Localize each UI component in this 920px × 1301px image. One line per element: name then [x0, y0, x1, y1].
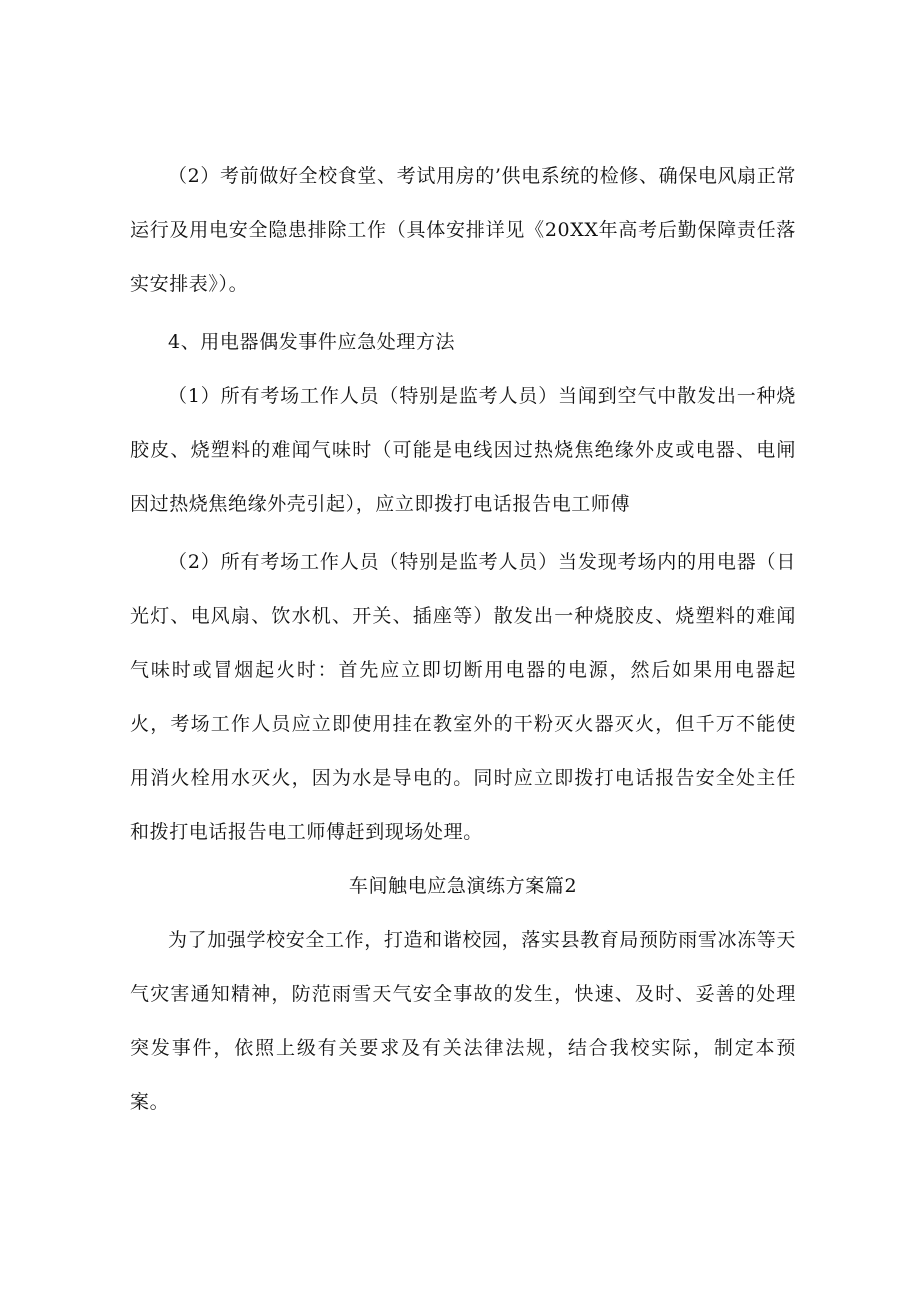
paragraph-fire-handling: （2）所有考场工作人员（特别是监考人员）当发现考场内的用电器（日光灯、电风扇、饮水机、开关、插座等）散发出一种烧胶皮、烧塑料的难闻气味时或冒烟起火时：首先应立即切断用电器的电源，然后如果用电器起火，考场工作人员应立即使用挂在教室外的干粉灭火器灭火，但千万不能使用消火栓用水灭火，因为水是导电的。同时应立即拨打电话报告安全处主任和拨打电话报告电工师傅赶到现场处理。	[130, 551, 796, 843]
section-title: 车间触电应急演练方案篇2	[348, 875, 578, 897]
paragraph-power-maintenance: （2）考前做好全校食堂、考试用房的’供电系统的检修、确保电风扇正常运行及用电安全隐患排除工作（具体安排详见《20XX年高考后勤保障责任落实安排表》）。	[130, 165, 796, 295]
paragraph-subheading-emergency-methods: 4、用电器偶发事件应急处理方法	[168, 331, 456, 353]
paragraph-smell-report: （1）所有考场工作人员（特别是监考人员）当闻到空气中散发出一种烧胶皮、烧塑料的难闻气味时（可能是电线因过热烧焦绝缘外皮或电器、电闸因过热烧焦绝缘外壳引起），应立即拨打电话报告电工师傅	[130, 385, 796, 515]
paragraph-plan-purpose: 为了加强学校安全工作，打造和谐校园，落实县教育局预防雨雪冰冻等天气灾害通知精神，防范雨雪天气安全事故的发生，快速、及时、妥善的处理突发事件，依照上级有关要求及有关法律法规，结合我校实际，制定本预案。	[130, 929, 796, 1113]
